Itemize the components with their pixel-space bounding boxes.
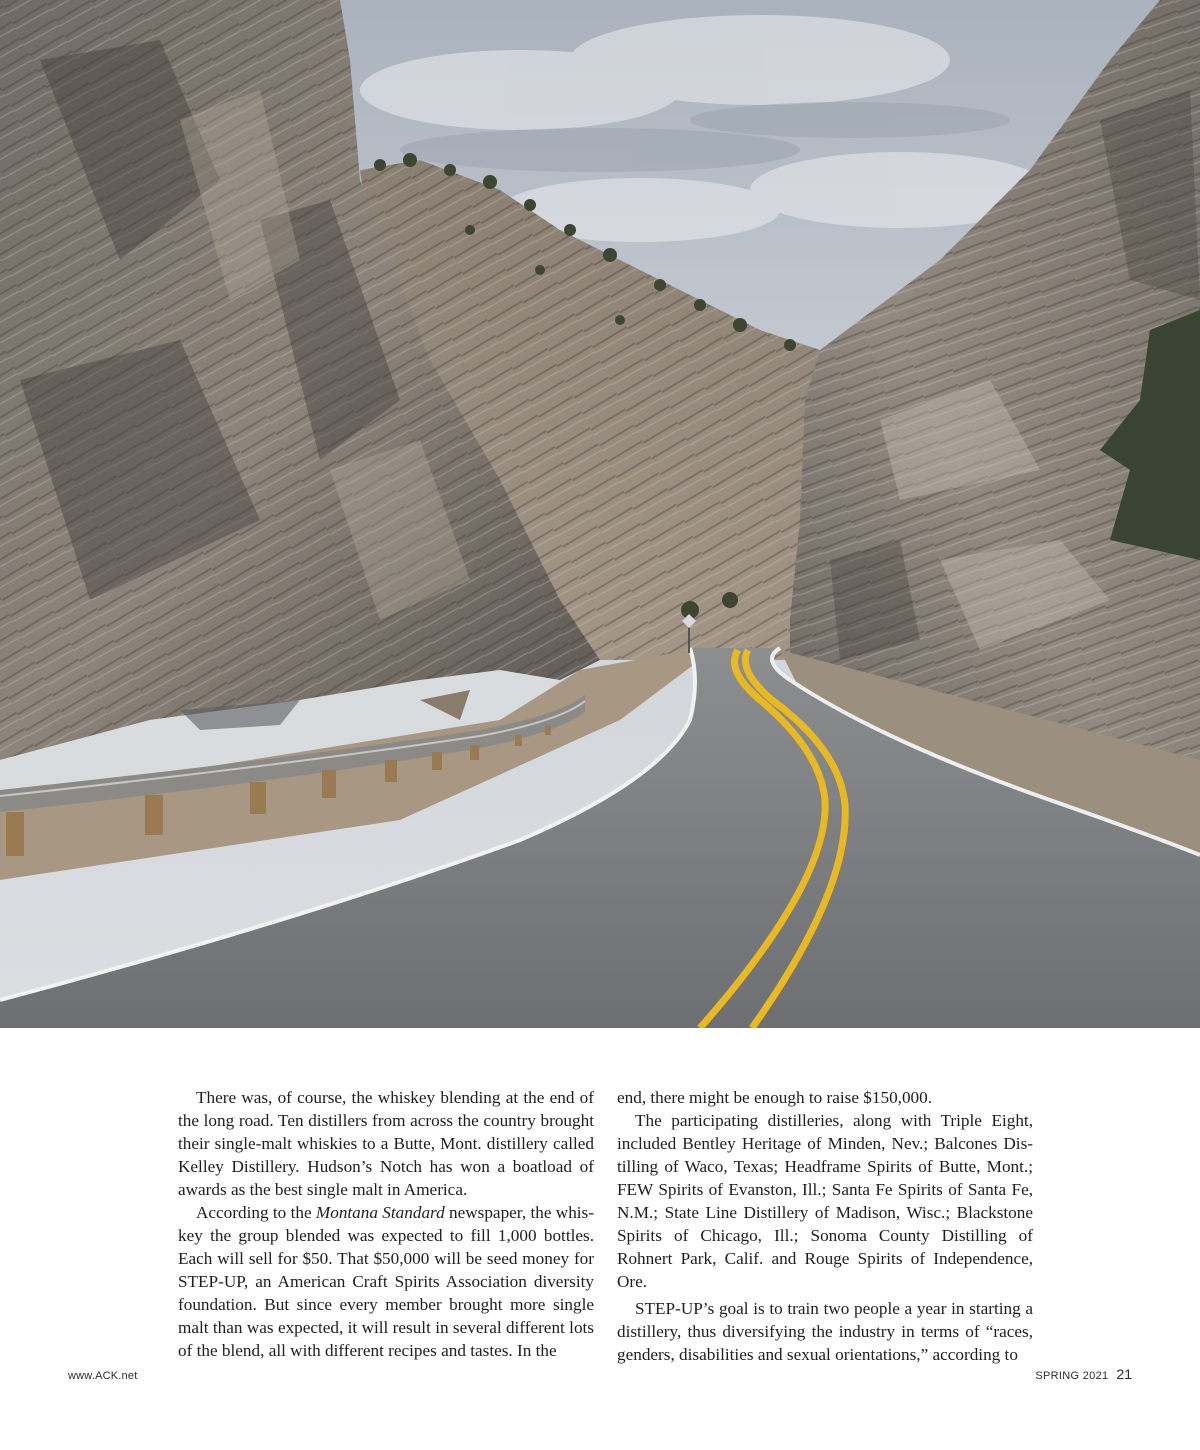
paragraph: STEP-UP’s goal is to train two people a year in starting a distillery, thus diversifying the industry in terms of “races, genders, disabilities and sexual orientations,” according to (617, 1299, 1033, 1364)
page-number: 21 (1116, 1366, 1132, 1382)
article-column-right (617, 1086, 1033, 1366)
footer-website: www.ACK.net (68, 1370, 138, 1382)
paragraph: There was, of course, the whiskey blending at the end of the long road. Ten distillers from across the country brought their single-malt whiskies to a Butte, Mont. distillery called Kelley Distillery. Hudson’s Notch has won a boatload of awards as the best single malt in America. (178, 1088, 594, 1199)
paragraph: According to the Montana Standard newspaper, the whiskey the group blended was expected to fill 1,000 bottles. Each will sell for $50. That $50,000 will be seed money for STEP-UP, an American Craft Spirits Association diversity foundation. But since every member brought more single malt than was expected, it will result in several different lots of the blend, all with different recipes and tastes. In the (178, 1203, 594, 1360)
paragraph-continued: end, there might be enough to raise $150,000. (617, 1088, 933, 1107)
footer-folio (1035, 1366, 1132, 1382)
article-column-left (178, 1086, 594, 1362)
publication-title: Montana Standard (315, 1203, 445, 1222)
paragraph: The participating distilleries, along with Triple Eight, included Bentley Heritage of Minden, Nev.; Balcones Distilling of Waco, Texas; Headframe Spirits of Butte, Mont.; FEW Spirits of Evanston, Ill.; Santa Fe Spirits of Santa Fe, N.M.; State Line Distillery of Madison, Wisc.; Blackstone Spirits of Chicago, Ill.; Sonoma County Distilling of Rohnert Park, Calif. and Rouge Spirits of Independence, Ore. (617, 1111, 1033, 1291)
issue-label: SPRING 2021 (1035, 1370, 1109, 1382)
